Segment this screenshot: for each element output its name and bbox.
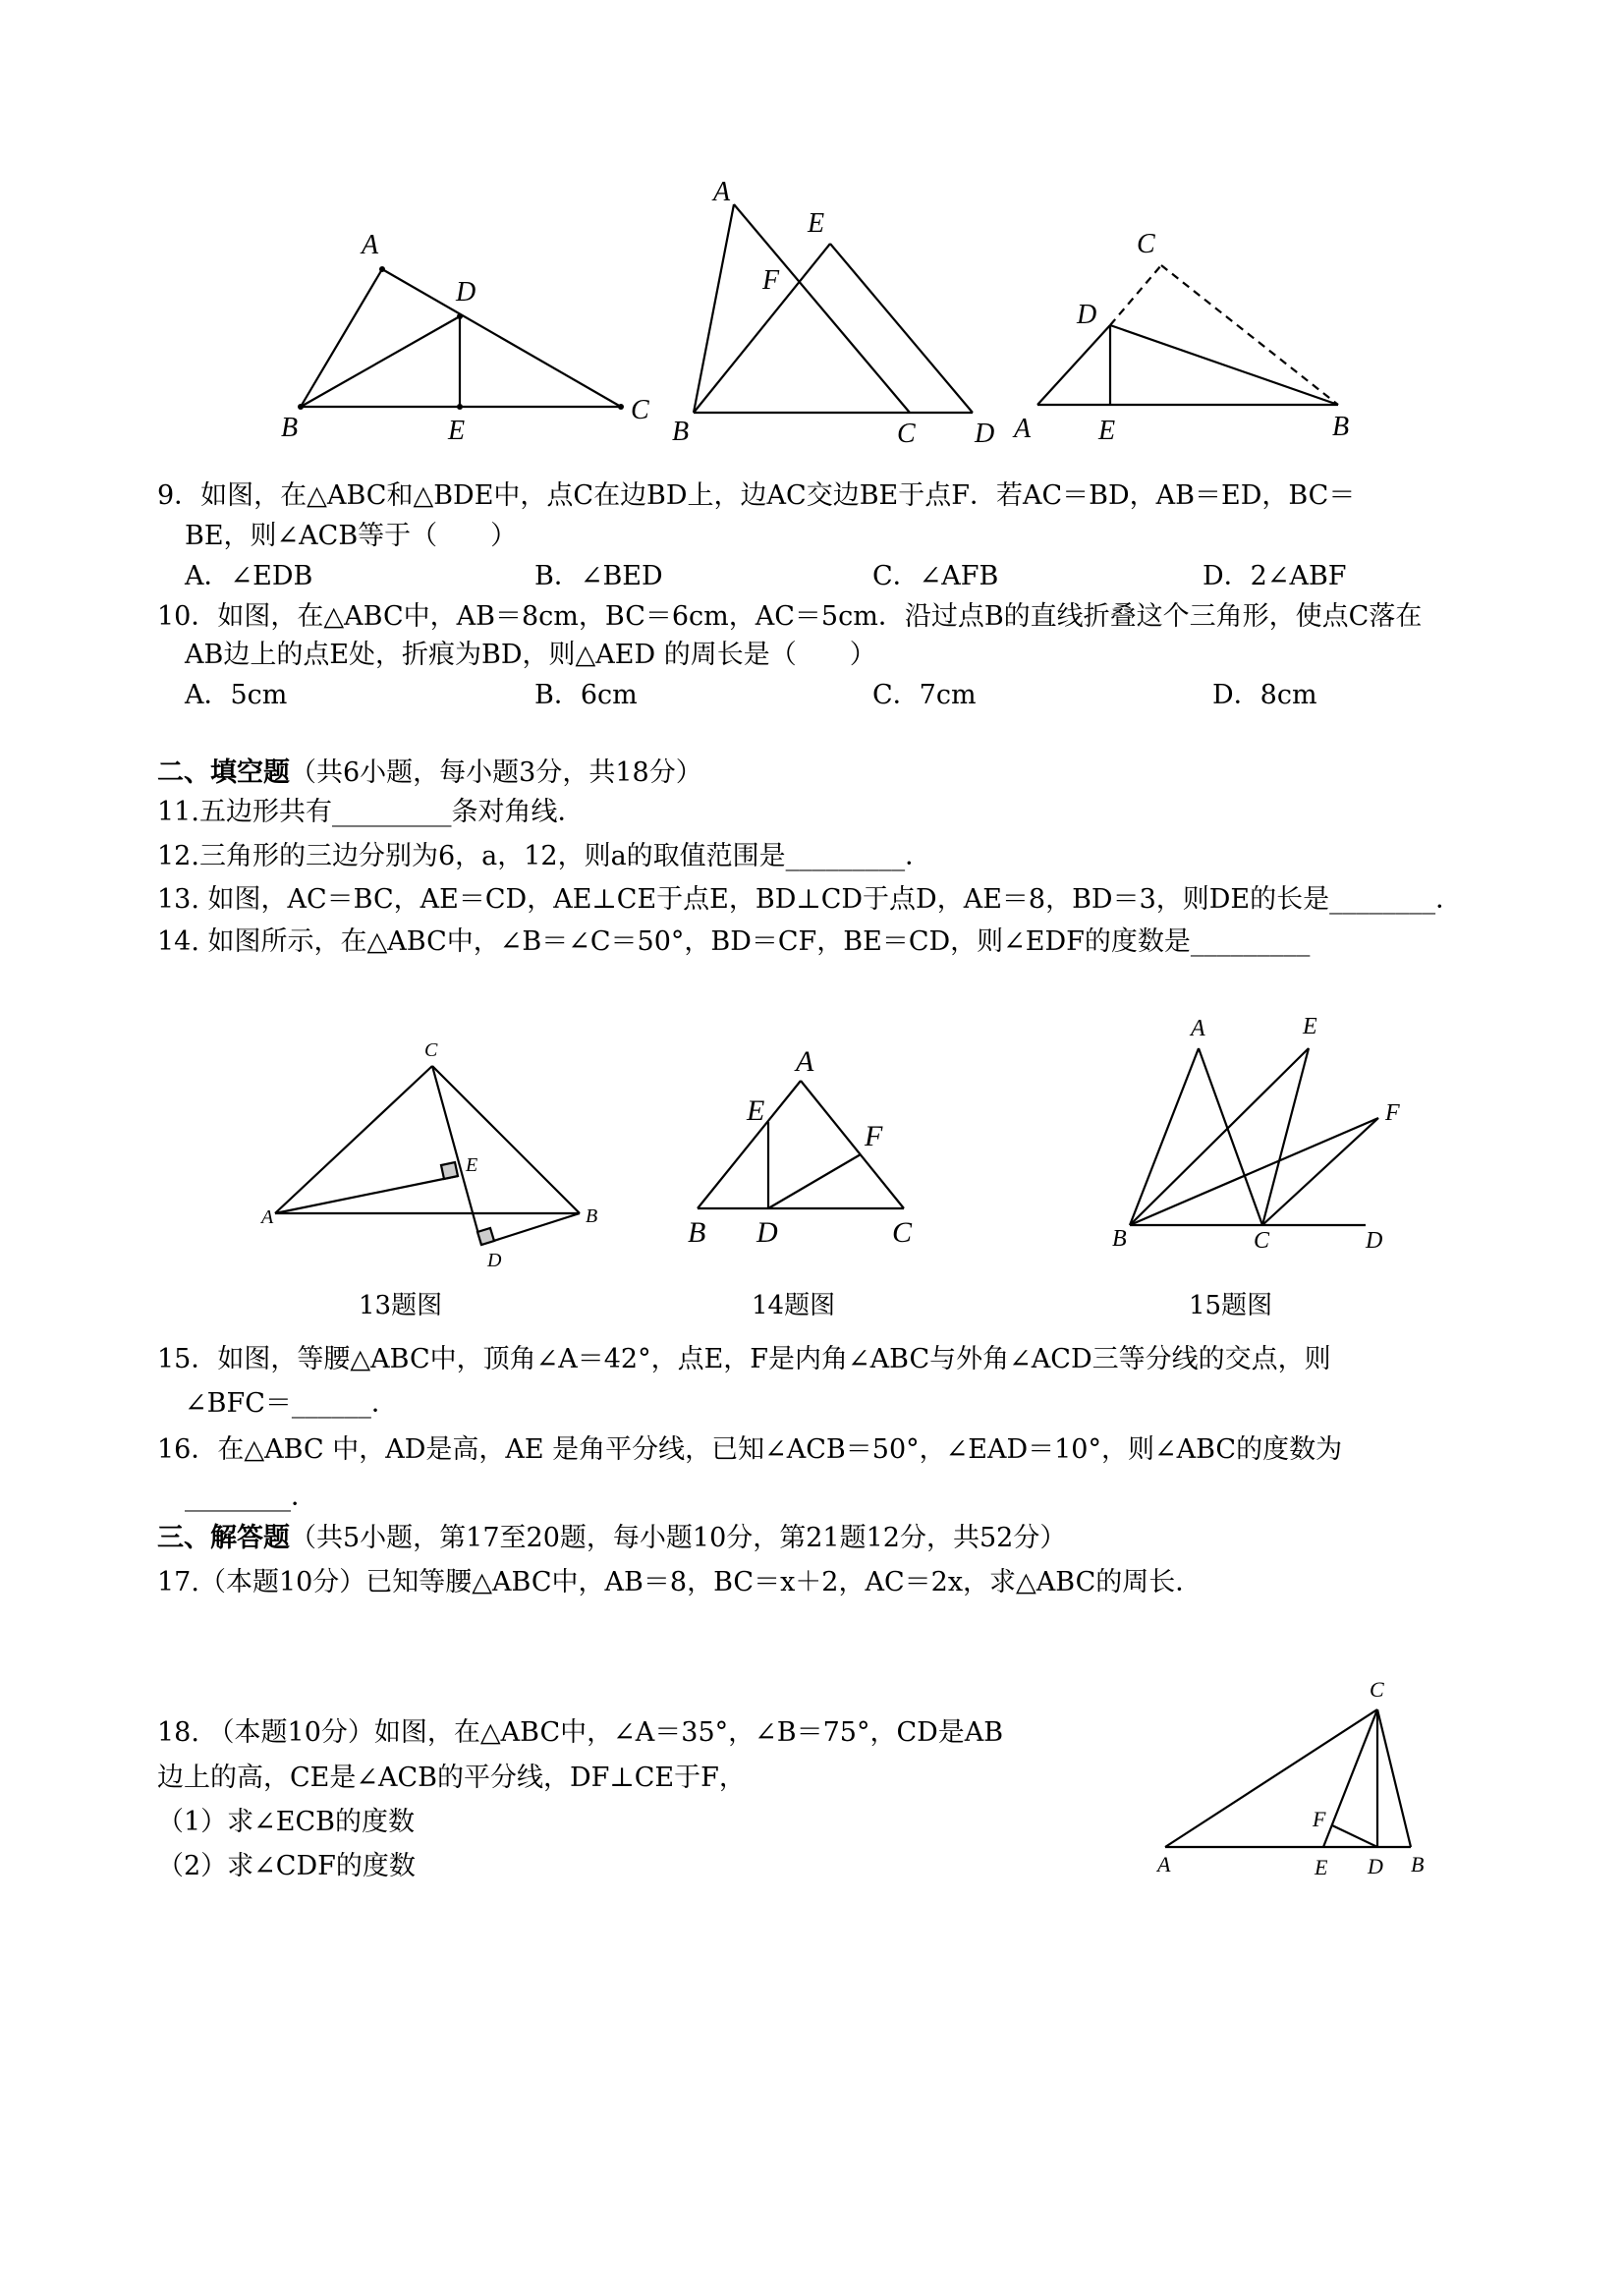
q10-option-a[interactable]: A．5cm xyxy=(185,680,288,710)
label-c: C xyxy=(1137,229,1155,259)
q14: 14. 如图所示，在△ABC中，∠B＝∠C＝50°，BD＝CF，BE＝CD，则∠EDF的度数是_________ xyxy=(157,926,1311,957)
figure-18 xyxy=(1149,1675,1483,1891)
q10-option-c[interactable]: C．7cm xyxy=(872,680,977,710)
label-f: F xyxy=(1385,1100,1400,1126)
label-d: D xyxy=(756,1216,778,1249)
q15-line2: ∠BFC＝______． xyxy=(185,1388,398,1419)
q18-sub2: （2）求∠CDF的度数 xyxy=(157,1851,416,1881)
label-e: E xyxy=(1315,1855,1328,1879)
figure-15 xyxy=(1100,1012,1415,1267)
label-b: B xyxy=(586,1205,598,1227)
figure-left-svg xyxy=(275,226,668,452)
label-b: B xyxy=(688,1216,706,1249)
label-c: C xyxy=(631,395,649,425)
figure-18-svg xyxy=(1149,1675,1483,1891)
label-b: B xyxy=(1112,1226,1127,1252)
label-e: E xyxy=(1098,416,1116,446)
caption-13: 13题图 xyxy=(359,1291,443,1320)
section-2-heading xyxy=(157,755,702,792)
figure-q10 xyxy=(1002,221,1375,457)
figure-q10-svg xyxy=(1002,221,1375,457)
label-d: D xyxy=(487,1250,502,1271)
label-e: E xyxy=(747,1094,765,1127)
q18-line1: 18. （本题10分）如图，在△ABC中，∠A＝35°，∠B＝75°，CD是AB xyxy=(157,1717,1004,1748)
label-c: C xyxy=(1254,1228,1270,1254)
label-e: E xyxy=(448,416,466,446)
label-b: B xyxy=(1332,412,1350,442)
label-d: D xyxy=(1077,300,1097,330)
q9-option-a[interactable]: A．∠EDB xyxy=(185,561,313,591)
q18-sub1: （1）求∠ECB的度数 xyxy=(157,1807,416,1837)
label-c: C xyxy=(897,419,916,449)
caption-15: 15题图 xyxy=(1189,1291,1273,1320)
q13: 13. 如图，AC＝BC，AE＝CD，AE⊥CE于点E，BD⊥CD于点D，AE＝8，BD＝3，则DE的长是________． xyxy=(157,884,1463,915)
label-d: D xyxy=(1366,1228,1383,1254)
q17: 17.（本题10分）已知等腰△ABC中，AB＝8，BC＝x＋2，AC＝2x，求△ABC的周长． xyxy=(157,1567,1203,1597)
section-2-note: （共6小题，每小题3分，共18分） xyxy=(290,757,702,788)
label-f: F xyxy=(762,265,780,296)
section-2-title: 二、填空题 xyxy=(157,757,290,788)
q9-option-d[interactable]: D．2∠ABF xyxy=(1203,561,1347,591)
q9-option-c[interactable]: C．∠AFB xyxy=(872,561,999,591)
figure-14-svg xyxy=(678,1041,933,1258)
q15-line1: 15．如图，等腰△ABC中，顶角∠A＝42°，点E，F是内角∠ABC与外角∠ACD三等分线的交点，则 xyxy=(157,1344,1331,1374)
figure-q9-svg xyxy=(658,177,1012,452)
label-d: D xyxy=(456,277,476,308)
label-a: A xyxy=(796,1045,814,1078)
label-e: E xyxy=(466,1154,478,1176)
figure-13 xyxy=(255,1036,609,1272)
label-f: F xyxy=(1313,1807,1326,1831)
q16-line2: ________． xyxy=(185,1482,317,1512)
label-c: C xyxy=(1370,1677,1384,1702)
label-b: B xyxy=(672,417,690,447)
label-a: A xyxy=(1157,1852,1171,1876)
q10-line1: 10．如图，在△ABC中，AB＝8cm，BC＝6cm，AC＝5cm．沿过点B的直线折叠这个三角形，使点C落在 xyxy=(157,601,1423,632)
q10-line2: AB边上的点E处，折痕为BD，则△AED 的周长是（ ） xyxy=(185,640,876,670)
figure-15-svg xyxy=(1100,1012,1415,1267)
label-d: D xyxy=(975,419,995,449)
label-a: A xyxy=(261,1206,274,1228)
label-e: E xyxy=(1303,1014,1317,1039)
q9-line2: BE，则∠ACB等于（ ） xyxy=(185,521,518,551)
section-3-title: 三、解答题 xyxy=(157,1523,290,1553)
caption-14: 14题图 xyxy=(752,1291,836,1320)
q9-option-b[interactable]: B．∠BED xyxy=(534,561,663,591)
q12: 12.三角形的三边分别为6，a，12，则a的取值范围是_________． xyxy=(157,841,932,871)
label-a: A xyxy=(713,177,731,207)
label-e: E xyxy=(808,208,825,239)
figure-q9 xyxy=(658,177,1012,452)
label-b: B xyxy=(281,413,299,443)
label-a: A xyxy=(362,230,379,260)
label-f: F xyxy=(865,1120,883,1152)
figure-14 xyxy=(678,1041,933,1258)
section-3-heading xyxy=(157,1520,1066,1557)
q10-option-b[interactable]: B．6cm xyxy=(534,680,638,710)
label-c: C xyxy=(892,1216,913,1249)
q18-line2: 边上的高，CE是∠ACB的平分线，DF⊥CE于F， xyxy=(157,1763,746,1793)
figure-triangle-abc-fold xyxy=(275,226,668,452)
label-c: C xyxy=(424,1039,438,1061)
label-b: B xyxy=(1411,1852,1425,1876)
q16-line1: 16．在△ABC 中，AD是高，AE 是角平分线，已知∠ACB＝50°，∠EAD＝10°，则∠ABC的度数为 xyxy=(157,1434,1343,1465)
label-a: A xyxy=(1191,1016,1205,1041)
section-3-note: （共5小题，第17至20题，每小题10分，第21题12分，共52分） xyxy=(290,1523,1067,1553)
label-d: D xyxy=(1368,1854,1383,1878)
q11: 11.五边形共有_________条对角线． xyxy=(157,797,585,827)
q10-option-d[interactable]: D．8cm xyxy=(1212,680,1317,710)
figure-13-svg xyxy=(255,1036,609,1272)
label-a: A xyxy=(1014,414,1032,444)
q9-line1: 9．如图，在△ABC和△BDE中，点C在边BD上，边AC交边BE于点F．若AC＝BD，AB＝ED，BC＝ xyxy=(157,480,1356,511)
